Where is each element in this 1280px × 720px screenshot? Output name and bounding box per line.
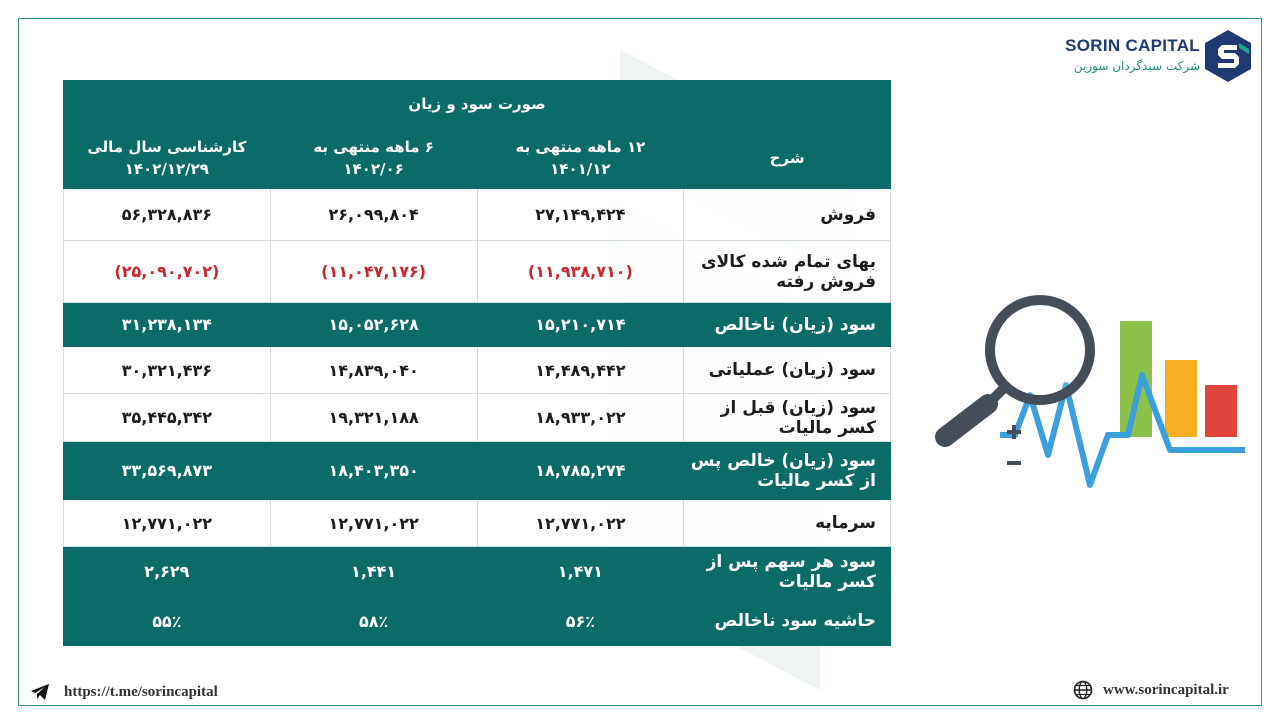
row-value-col2: ۲۶,۰۹۹,۸۰۴ [270, 189, 477, 241]
row-value-col3: ۳۱,۲۳۸,۱۳۴ [64, 303, 271, 347]
website-url: www.sorincapital.ir [1103, 681, 1229, 698]
table-row [64, 442, 891, 500]
row-value-col3: ۳۵,۴۴۵,۳۴۲ [64, 394, 271, 442]
table-title: صورت سود و زیان [64, 81, 891, 127]
row-label: حاشیه سود ناخالص [684, 597, 891, 646]
logo-mark-icon [1205, 30, 1251, 82]
row-label: سود (زیان) عملیاتی [684, 347, 891, 394]
row-value-col3: ۵۶,۳۲۸,۸۳۶ [64, 189, 271, 241]
row-value-col1: ۵۶٪ [477, 597, 684, 646]
telegram-url: https://t.me/sorincapital [64, 683, 218, 700]
row-value-col1: ۱۸,۷۸۵,۲۷۴ [477, 442, 684, 500]
analytics-illustration-icon [930, 285, 1245, 495]
table-row [64, 303, 891, 347]
row-label: سود (زیان) ناخالص [684, 303, 891, 347]
row-value-col1: ۱,۴۷۱ [477, 547, 684, 597]
table-row [64, 500, 891, 547]
row-value-col3: ۳۰,۳۲۱,۴۳۶ [64, 347, 271, 394]
row-label: سود (زیان) قبل از کسر مالیات [684, 394, 891, 442]
row-value-col3: ۵۵٪ [64, 597, 271, 646]
table-row [64, 347, 891, 394]
row-label: فروش [684, 189, 891, 241]
telegram-link[interactable] [30, 681, 218, 703]
table-row [64, 241, 891, 303]
row-value-col3: ۱۲,۷۷۱,۰۲۲ [64, 500, 271, 547]
header-desc: شرح [684, 127, 891, 189]
income-statement-table [63, 80, 891, 646]
table-header-row [64, 127, 891, 189]
row-value-col2: ۱۸,۴۰۳,۳۵۰ [270, 442, 477, 500]
row-value-col3: ۳۳,۵۶۹,۸۷۳ [64, 442, 271, 500]
table-row [64, 189, 891, 241]
row-label: بهای تمام شده کالای فروش رفته [684, 241, 891, 303]
table-row [64, 547, 891, 597]
logo-name: SORIN CAPITAL [1065, 36, 1200, 55]
row-label: سود (زیان) خالص پس از کسر مالیات [684, 442, 891, 500]
logo-subtitle: شرکت سبدگردان سورین [1073, 59, 1200, 73]
row-value-col2: ۱۹,۳۲۱,۱۸۸ [270, 394, 477, 442]
globe-icon [1073, 680, 1093, 700]
table-row [64, 394, 891, 442]
row-value-col3: ۲,۶۲۹ [64, 547, 271, 597]
header-col2 [270, 127, 477, 189]
row-value-col2: ۵۸٪ [270, 597, 477, 646]
header-col1: ۱۲ ماهه منتهی به ۱۴۰۱/۱۲ [477, 127, 684, 189]
header-col3-line2: ۱۴۰۲/۱۲/۲۹ [124, 159, 209, 178]
row-value-col1: ۱۲,۷۷۱,۰۲۲ [477, 500, 684, 547]
table-title-row [64, 81, 891, 127]
row-value-col1: ۱۸,۹۳۳,۰۲۲ [477, 394, 684, 442]
row-value-col2: ۱۵,۰۵۲,۶۲۸ [270, 303, 477, 347]
telegram-icon [30, 683, 50, 701]
row-value-col2: ۱۲,۷۷۱,۰۲۲ [270, 500, 477, 547]
header-col2-line1: ۶ ماهه منتهی به [313, 137, 434, 156]
header-col3 [64, 127, 271, 189]
row-label: سود هر سهم پس از کسر مالیات [684, 547, 891, 597]
company-logo [1065, 30, 1255, 86]
row-value-col2: (۱۱,۰۴۷,۱۷۶) [270, 241, 477, 303]
row-label: سرمایه [684, 500, 891, 547]
row-value-col3: (۲۵,۰۹۰,۷۰۲) [64, 241, 271, 303]
table-row [64, 597, 891, 646]
row-value-col1: ۱۴,۴۸۹,۴۴۲ [477, 347, 684, 394]
row-value-col2: ۱,۴۴۱ [270, 547, 477, 597]
header-col2-line2: ۱۴۰۲/۰۶ [343, 159, 404, 178]
row-value-col1: (۱۱,۹۳۸,۷۱۰) [477, 241, 684, 303]
row-value-col1: ۲۷,۱۴۹,۴۲۴ [477, 189, 684, 241]
header-col3-line1: کارشناسی سال مالی [87, 137, 247, 156]
website-link[interactable] [1073, 679, 1229, 701]
row-value-col1: ۱۵,۲۱۰,۷۱۴ [477, 303, 684, 347]
row-value-col2: ۱۴,۸۳۹,۰۴۰ [270, 347, 477, 394]
